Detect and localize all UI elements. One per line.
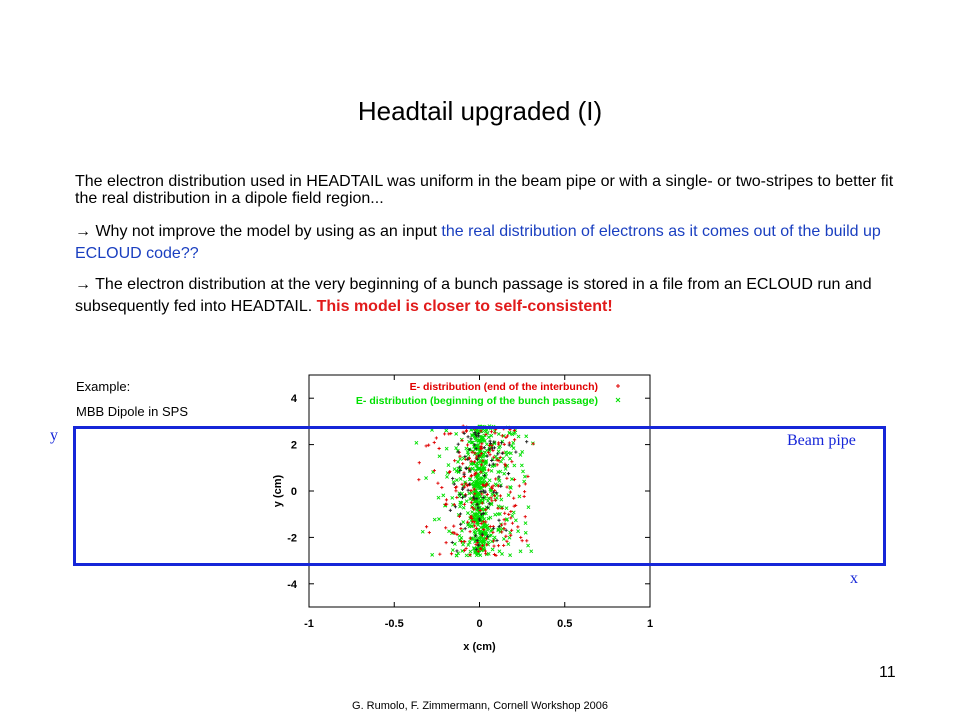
question-text: → Why not improve the model by using as an input [75,223,442,240]
x-axis-marker: x [850,570,858,587]
question-paragraph [75,221,895,265]
x-tick-label: -1 [304,618,314,630]
page-number: 11 [879,664,896,681]
method-highlight: This model is closer to self-consistent! [316,298,613,315]
y-tick-label: 0 [290,486,297,498]
x-tick-label: 1 [646,618,654,630]
y-tick-label: 2 [290,439,297,452]
legend-marker [616,384,620,388]
method-text: → The electron distribution at the very beginning of a bunch passage is stored in a file from an ECLOUD run and subsequently fed into HEADTAIL. [75,276,872,315]
x-tick-label: 0.5 [557,618,573,630]
x-tick-label: -0.5 [384,618,404,630]
y-axis-label: y (cm) [272,474,284,508]
x-tick-label: 0 [476,618,483,630]
legend-label: E- distribution (beginning of the bunch passage) [355,395,598,407]
example-description: MBB Dipole in SPS [76,404,188,419]
beam-pipe-outline [73,426,886,566]
y-tick-label: -2 [287,532,297,545]
example-label: Example: [76,379,131,394]
x-axis-label: x (cm) [463,641,496,653]
intro-paragraph: The electron distribution used in HEADTAIL was uniform in the beam pipe or with a single- or two-stripes to better fit the real distribution in a dipole field region... [75,173,894,207]
y-axis-marker: y [50,427,58,444]
beam-pipe-label: Beam pipe [787,432,856,449]
method-paragraph [75,274,895,318]
y-tick-label: -4 [287,578,297,591]
legend-marker [616,398,620,402]
legend-label: E- distribution (end of the interbunch) [409,381,598,393]
y-tick-label: 4 [290,393,297,406]
footer-credit: G. Rumolo, F. Zimmermann, Cornell Workshop 2006 [352,700,608,712]
question-highlight: the real distribution of electrons as it comes out of the build up ECLOUD code?? [75,223,881,262]
slide-title: Headtail upgraded (I) [357,96,603,126]
